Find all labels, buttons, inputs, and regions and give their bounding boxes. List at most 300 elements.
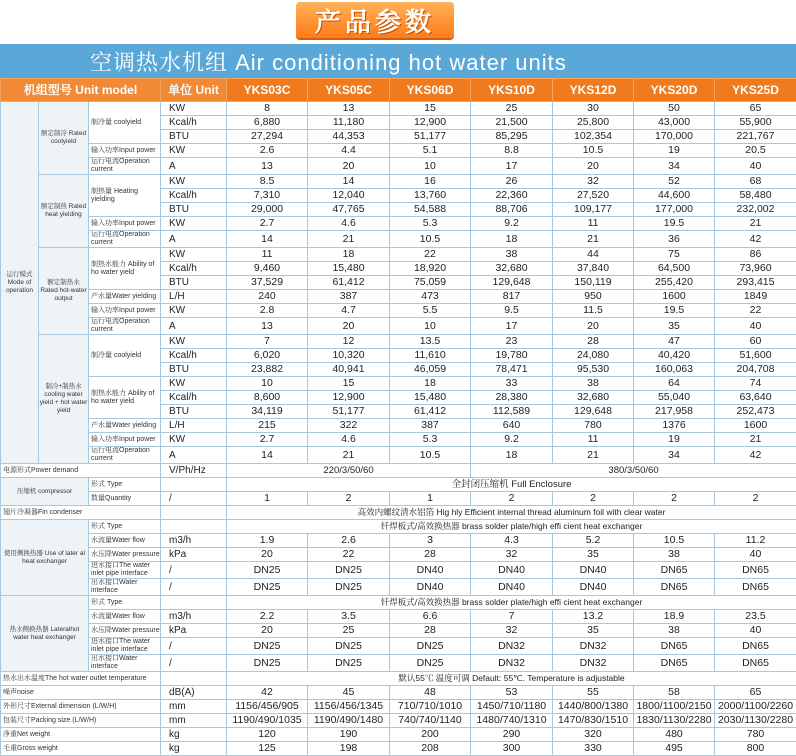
value-cell: DN40 [553, 579, 634, 596]
value-cell: 40,941 [308, 363, 390, 377]
value-cell: DN25 [227, 579, 308, 596]
table-row [1, 304, 796, 318]
lhx-type-row [1, 520, 796, 534]
value-cell: 19 [634, 433, 715, 447]
value-cell: 4.4 [308, 144, 390, 158]
row-unit: A [161, 231, 227, 248]
row-label: 产水量Water yielding [89, 419, 161, 433]
table-row [1, 686, 796, 700]
value-cell: 37,840 [553, 262, 634, 276]
row-unit: KW [161, 144, 227, 158]
value-cell: 40 [715, 318, 796, 335]
table-row [1, 534, 796, 548]
value-cell: 19.5 [634, 217, 715, 231]
value-cell: 11.5 [553, 304, 634, 318]
row-unit: dB(A) [161, 686, 227, 700]
row-unit: Kcal/h [161, 116, 227, 130]
value-cell: 4.7 [308, 304, 390, 318]
value-cell: 7 [227, 335, 308, 349]
value-cell: 1849 [715, 290, 796, 304]
value-cell: 64,500 [634, 262, 715, 276]
row-unit: m3/h [161, 610, 227, 624]
row-unit: Kcal/h [161, 349, 227, 363]
value-cell: 52 [634, 175, 715, 189]
value-cell: 55,040 [634, 391, 715, 405]
table-row [1, 638, 796, 655]
row-unit: mm [161, 714, 227, 728]
value-cell: 21 [308, 447, 390, 464]
value-cell: 1.9 [227, 534, 308, 548]
value-cell: 221,767 [715, 130, 796, 144]
row-unit: A [161, 318, 227, 335]
value-cell: 240 [227, 290, 308, 304]
value-cell: 32 [471, 624, 553, 638]
value-cell: 6.6 [390, 610, 471, 624]
group-lateral-hx: 使用侧换热器 Use of later al heat exchanger [1, 520, 89, 596]
value-cell: 47,765 [308, 203, 390, 217]
value-cell: 24,080 [553, 349, 634, 363]
value-cell: 10 [227, 377, 308, 391]
value-cell: 21 [715, 433, 796, 447]
value-cell: DN40 [390, 579, 471, 596]
value-cell: 9,460 [227, 262, 308, 276]
value-cell: 60 [715, 335, 796, 349]
model-header: YKS20D [634, 79, 715, 102]
value-cell: 88,706 [471, 203, 553, 217]
value-cell: 7,310 [227, 189, 308, 203]
hhx-type-row [1, 596, 796, 610]
row-unit: Kcal/h [161, 189, 227, 203]
product-params-badge: 产品参数 [296, 2, 454, 38]
value-cell: 25,800 [553, 116, 634, 130]
value-cell: DN32 [471, 655, 553, 672]
model-header: YKS03C [227, 79, 308, 102]
value-cell: 19.5 [634, 304, 715, 318]
row-unit: BTU [161, 405, 227, 419]
value-cell: 43,000 [634, 116, 715, 130]
value-cell: DN25 [227, 655, 308, 672]
value-cell: 12,040 [308, 189, 390, 203]
row-label: 制冷量 coolyield [89, 102, 161, 144]
value-cell: 10 [390, 318, 471, 335]
row-unit: BTU [161, 363, 227, 377]
value-cell: 35 [634, 318, 715, 335]
value-cell: 34,119 [227, 405, 308, 419]
table-row [1, 579, 796, 596]
value-cell: 51,600 [715, 349, 796, 363]
value-cell: 6,020 [227, 349, 308, 363]
row-unit: KW [161, 304, 227, 318]
value-cell: 780 [715, 728, 796, 742]
group-rated-hot-water: 额定制热水 Rated hot-water output [39, 248, 89, 335]
value-cell: 35 [553, 548, 634, 562]
value-cell: 204,708 [715, 363, 796, 377]
value-cell: 28 [390, 548, 471, 562]
row-label: 制热水能力 Ability of ho water yield [89, 377, 161, 419]
value-cell: 21 [553, 231, 634, 248]
value-cell: 53 [471, 686, 553, 700]
table-row [1, 290, 796, 304]
value-cell: 800 [715, 742, 796, 756]
value-cell: 1470/830/1510 [553, 714, 634, 728]
value-cell: 11,180 [308, 116, 390, 130]
value-cell: 2.7 [227, 433, 308, 447]
value-cell: 160,063 [634, 363, 715, 377]
value-cell: 1830/1130/2280 [634, 714, 715, 728]
value-cell: 23 [471, 335, 553, 349]
table-row [1, 318, 796, 335]
row-unit: KW [161, 248, 227, 262]
value-cell: 1156/456/905 [227, 700, 308, 714]
value-cell: 290 [471, 728, 553, 742]
group-compressor: 压缩机 compressor [1, 478, 89, 506]
row-label: 外形尺寸External dimension (L/W/H) [1, 700, 161, 714]
value-cell: 2 [715, 492, 796, 506]
value-cell: 38 [634, 624, 715, 638]
value-cell: 33 [471, 377, 553, 391]
fin-condenser-row [1, 506, 796, 520]
value-cell: 75,059 [390, 276, 471, 290]
value-cell: DN65 [634, 655, 715, 672]
value-cell: 61,412 [390, 405, 471, 419]
value-cell: 20 [553, 158, 634, 175]
hhx-type-span: 钎焊板式/高效换热器 brass solder plate/high effi cient heat exchanger [227, 596, 796, 610]
value-cell: 9.2 [471, 217, 553, 231]
row-unit: BTU [161, 276, 227, 290]
value-cell: 11 [553, 217, 634, 231]
value-cell: 1 [390, 492, 471, 506]
row-label: 进水接口The water inlet pipe interface [89, 638, 161, 655]
value-cell: 177,000 [634, 203, 715, 217]
value-cell: 10 [390, 158, 471, 175]
value-cell: DN65 [715, 562, 796, 579]
row-label: 水压降Water pressure [89, 624, 161, 638]
value-cell: 208 [390, 742, 471, 756]
row-label: 出水接口Water interface [89, 579, 161, 596]
value-cell: 27,520 [553, 189, 634, 203]
spec-table-wrapper [0, 78, 796, 711]
value-cell: 12,900 [308, 391, 390, 405]
value-cell: 55,900 [715, 116, 796, 130]
row-unit: / [161, 492, 227, 506]
row-label: 制冷量 coolyield [89, 335, 161, 377]
value-cell: 16 [390, 175, 471, 189]
row-label: 制热量 Heating yielding [89, 175, 161, 217]
row-unit: A [161, 158, 227, 175]
value-cell: 14 [227, 447, 308, 464]
row-label: 水流量Water flow [89, 610, 161, 624]
value-cell: 21 [308, 231, 390, 248]
value-cell: 26 [471, 175, 553, 189]
value-cell: 2.6 [227, 144, 308, 158]
value-cell: 21 [553, 447, 634, 464]
value-cell: 2.6 [308, 534, 390, 548]
value-cell: 61,412 [308, 276, 390, 290]
row-label: 噪声noise [1, 686, 161, 700]
value-cell: 5.3 [390, 217, 471, 231]
value-cell: 10.5 [634, 534, 715, 548]
row-unit: KW [161, 335, 227, 349]
row-label: 进水接口The water inlet pipe interface [89, 562, 161, 579]
row-unit: mm [161, 700, 227, 714]
value-cell: 15,480 [308, 262, 390, 276]
value-cell: 1376 [634, 419, 715, 433]
value-cell: 36 [634, 231, 715, 248]
row-unit: Kcal/h [161, 391, 227, 405]
value-cell: 21,500 [471, 116, 553, 130]
row-label: 制热水能力 Ability of ho water yield [89, 248, 161, 290]
value-cell: 74 [715, 377, 796, 391]
value-cell: 13,760 [390, 189, 471, 203]
table-row [1, 377, 796, 391]
group-cool-hot-water: 制冷+制热水 cooling water yield + hot water yield [39, 335, 89, 464]
value-cell: 64 [634, 377, 715, 391]
value-cell: 6,880 [227, 116, 308, 130]
value-cell: 13.2 [553, 610, 634, 624]
value-cell: 1600 [715, 419, 796, 433]
value-cell: 48 [390, 686, 471, 700]
value-cell: 44 [553, 248, 634, 262]
row-label: 水压降Water pressure [89, 548, 161, 562]
table-row [1, 700, 796, 714]
value-cell: DN40 [471, 579, 553, 596]
value-cell: 32 [553, 175, 634, 189]
value-cell: 15 [390, 102, 471, 116]
table-row [1, 610, 796, 624]
value-cell: 2000/1100/2260 [715, 700, 796, 714]
value-cell: 252,473 [715, 405, 796, 419]
page-title: 空调热水机组 Air conditioning hot water units [90, 46, 567, 77]
value-cell: DN25 [308, 579, 390, 596]
value-cell: 11 [553, 433, 634, 447]
value-cell: 21 [715, 217, 796, 231]
row-label: 输入功率Input power [89, 144, 161, 158]
value-cell: 780 [553, 419, 634, 433]
value-cell: DN25 [227, 562, 308, 579]
row-label: 翅片冷凝器Fin condenser [1, 506, 161, 520]
value-cell: 495 [634, 742, 715, 756]
value-cell: 34 [634, 158, 715, 175]
value-cell: 63,640 [715, 391, 796, 405]
value-cell: 17 [471, 318, 553, 335]
group-rated-heating: 额定制热 Rated heat yielding [39, 175, 89, 248]
value-cell: 950 [553, 290, 634, 304]
value-cell: 12,900 [390, 116, 471, 130]
value-cell: 112,589 [471, 405, 553, 419]
value-cell: 86 [715, 248, 796, 262]
value-cell: 38 [471, 248, 553, 262]
table-row [1, 231, 796, 248]
row-label: 形式 Type [89, 596, 161, 610]
value-cell: 10.5 [390, 447, 471, 464]
power-span-a: 220/3/50/60 [227, 464, 471, 478]
value-cell: 34 [634, 447, 715, 464]
table-row [1, 248, 796, 262]
value-cell: 20 [308, 318, 390, 335]
row-label: 形式 Type [89, 478, 161, 492]
value-cell: 1480/740/1310 [471, 714, 553, 728]
value-cell: 9.2 [471, 433, 553, 447]
table-row [1, 335, 796, 349]
value-cell: 2 [471, 492, 553, 506]
table-row [1, 433, 796, 447]
value-cell: 10,320 [308, 349, 390, 363]
row-unit: Kcal/h [161, 262, 227, 276]
table-row [1, 158, 796, 175]
value-cell: 29,000 [227, 203, 308, 217]
value-cell: 710/710/1010 [390, 700, 471, 714]
value-cell: 32,680 [553, 391, 634, 405]
title-bar [0, 44, 796, 78]
row-label: 水流量Water flow [89, 534, 161, 548]
value-cell: 18 [471, 447, 553, 464]
value-cell: 232,002 [715, 203, 796, 217]
value-cell: 20 [553, 318, 634, 335]
row-unit: / [161, 638, 227, 655]
value-cell: DN25 [390, 655, 471, 672]
value-cell: 50 [634, 102, 715, 116]
value-cell: 18,920 [390, 262, 471, 276]
value-cell: 20 [227, 624, 308, 638]
table-row [1, 144, 796, 158]
row-label: 热水出水温度The hot water outlet temperature [1, 672, 161, 686]
value-cell: DN65 [634, 562, 715, 579]
row-unit: kg [161, 728, 227, 742]
value-cell: 3 [390, 534, 471, 548]
value-cell: 473 [390, 290, 471, 304]
value-cell: DN25 [308, 562, 390, 579]
value-cell: 170,000 [634, 130, 715, 144]
table-row [1, 447, 796, 464]
row-label: 数量Quantity [89, 492, 161, 506]
value-cell: 18 [471, 231, 553, 248]
compressor-type-row [1, 478, 796, 492]
value-cell: 817 [471, 290, 553, 304]
value-cell: DN40 [390, 562, 471, 579]
value-cell: 129,648 [553, 405, 634, 419]
value-cell: 1440/800/1380 [553, 700, 634, 714]
value-cell: 480 [634, 728, 715, 742]
value-cell: 32 [471, 548, 553, 562]
value-cell: 198 [308, 742, 390, 756]
value-cell: 2 [308, 492, 390, 506]
row-unit: L/H [161, 290, 227, 304]
row-label: 输入功率Input power [89, 304, 161, 318]
value-cell: 1450/710/1180 [471, 700, 553, 714]
outlet-temp-span: 默认55℃ 温度可调 Default: 55℃. Temperature is adjustable [227, 672, 796, 686]
value-cell: 25 [308, 624, 390, 638]
value-cell: 65 [715, 102, 796, 116]
value-cell: 10.5 [553, 144, 634, 158]
value-cell: DN25 [390, 638, 471, 655]
value-cell: 13 [308, 102, 390, 116]
value-cell: 13.5 [390, 335, 471, 349]
value-cell: 42 [715, 231, 796, 248]
value-cell: 10.5 [390, 231, 471, 248]
value-cell: 255,420 [634, 276, 715, 290]
value-cell: DN65 [715, 638, 796, 655]
power-span-b: 380/3/50/60 [471, 464, 796, 478]
value-cell: 22 [715, 304, 796, 318]
value-cell: 95,530 [553, 363, 634, 377]
outlet-temp-row [1, 672, 796, 686]
value-cell: 1600 [634, 290, 715, 304]
value-cell: 11 [227, 248, 308, 262]
value-cell: 40 [715, 158, 796, 175]
row-label: 运行电流Operation current [89, 231, 161, 248]
value-cell: 23.5 [715, 610, 796, 624]
row-label: 输入功率Input power [89, 217, 161, 231]
table-row [1, 742, 796, 756]
value-cell: 215 [227, 419, 308, 433]
value-cell: 2.8 [227, 304, 308, 318]
table-row [1, 655, 796, 672]
value-cell: 54,588 [390, 203, 471, 217]
value-cell: DN65 [634, 638, 715, 655]
value-cell: 35 [553, 624, 634, 638]
row-label: 运行电流Operation current [89, 158, 161, 175]
value-cell: DN25 [227, 638, 308, 655]
value-cell: 68 [715, 175, 796, 189]
value-cell: 46,059 [390, 363, 471, 377]
value-cell: 8,600 [227, 391, 308, 405]
value-cell: 129,648 [471, 276, 553, 290]
row-label: 运行电流Operation current [89, 447, 161, 464]
value-cell: 65 [715, 686, 796, 700]
row-unit: KW [161, 377, 227, 391]
value-cell: 2.7 [227, 217, 308, 231]
table-row [1, 102, 796, 116]
value-cell: 14 [308, 175, 390, 189]
row-label: 运行电流Operation current [89, 318, 161, 335]
value-cell: DN40 [553, 562, 634, 579]
value-cell: 9.5 [471, 304, 553, 318]
value-cell: 640 [471, 419, 553, 433]
value-cell: DN32 [471, 638, 553, 655]
value-cell: 7 [471, 610, 553, 624]
value-cell: 2030/1130/2280 [715, 714, 796, 728]
value-cell: 125 [227, 742, 308, 756]
value-cell: 1 [227, 492, 308, 506]
table-row [1, 624, 796, 638]
value-cell: 102,354 [553, 130, 634, 144]
value-cell: 22 [308, 548, 390, 562]
value-cell: DN32 [553, 655, 634, 672]
value-cell: 37,529 [227, 276, 308, 290]
value-cell: 28 [390, 624, 471, 638]
value-cell: 330 [553, 742, 634, 756]
value-cell: DN40 [471, 562, 553, 579]
spec-table [0, 78, 796, 756]
value-cell: 190 [308, 728, 390, 742]
row-label: 形式 Type [89, 520, 161, 534]
value-cell: 32,680 [471, 262, 553, 276]
table-header-row [1, 79, 796, 102]
value-cell: 42 [227, 686, 308, 700]
value-cell: 55 [553, 686, 634, 700]
value-cell: 15 [308, 377, 390, 391]
row-unit: KW [161, 217, 227, 231]
row-unit: / [161, 655, 227, 672]
table-row [1, 217, 796, 231]
value-cell: 5.3 [390, 433, 471, 447]
value-cell: 13 [227, 318, 308, 335]
value-cell: 109,177 [553, 203, 634, 217]
model-label: 机组型号 Unit model [1, 79, 161, 102]
value-cell: 1156/456/1345 [308, 700, 390, 714]
model-header: YKS12D [553, 79, 634, 102]
table-row [1, 548, 796, 562]
